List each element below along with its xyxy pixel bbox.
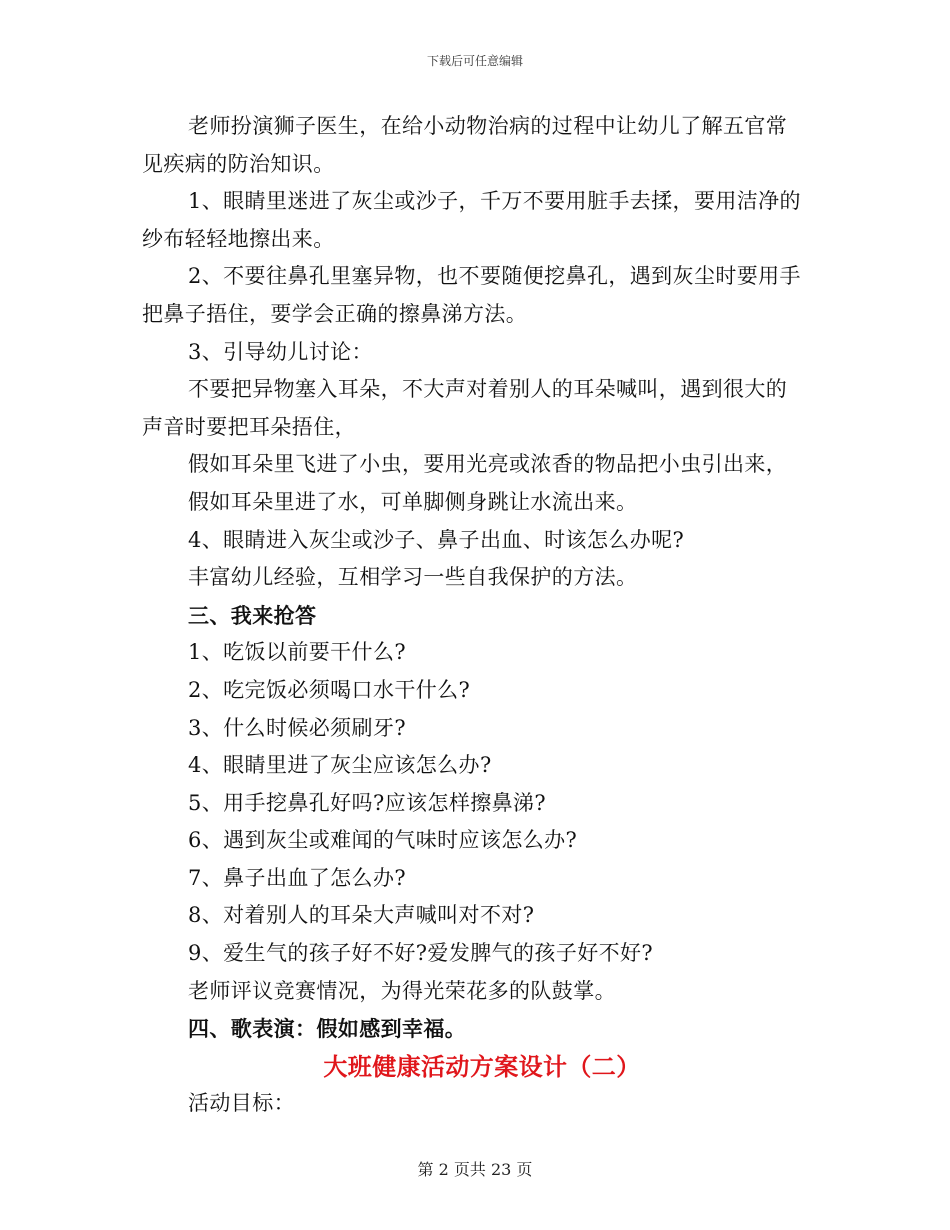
quiz-item: 5、用手挖鼻孔好吗?应该怎样擦鼻涕? [188,790,547,815]
quiz-item: 8、对着别人的耳朵大声喊叫对不对? [188,903,535,928]
page-header: 下载后可任意编辑 [426,54,523,68]
paragraph-line: 2、不要往鼻孔里塞异物，也不要随便挖鼻孔，遇到灰尘时要用手 [188,264,801,289]
paragraph-line: 假如耳朵里进了水，可单脚侧身跳让水流出来。 [188,489,638,514]
page-footer: 第 2 页共 23 页 [417,1160,533,1179]
paragraph-line: 丰富幼儿经验，互相学习一些自我保护的方法。 [188,565,638,590]
quiz-item: 2、吃完饭必须喝口水干什么? [188,677,471,702]
paragraph-line: 老师扮演狮子医生，在给小动物治病的过程中让幼儿了解五官常 [188,114,788,138]
paragraph-line: 把鼻子捂住，要学会正确的擦鼻涕方法。 [142,301,528,326]
paragraph-line: 假如耳朵里飞进了小虫，要用光亮或浓香的物品把小虫引出来， [188,452,788,477]
quiz-item: 4、眼睛里进了灰尘应该怎么办? [188,753,492,778]
quiz-item: 3、什么时候必须刷牙? [188,715,407,740]
paragraph-line: 4、眼睛进入灰尘或沙子、鼻子出血、时该怎么办呢? [188,527,685,552]
paragraph-line: 3、引导幼儿讨论： [188,339,373,364]
paragraph-line: 声音时要把耳朵捂住， [142,414,356,439]
paragraph-line: 不要把异物塞入耳朵，不大声对着别人的耳朵喊叫，遇到很大的 [188,377,788,402]
paragraph-line: 见疾病的防治知识。 [142,151,335,176]
quiz-item: 7、鼻子出血了怎么办? [188,865,407,890]
section-heading: 三、我来抢答 [188,602,317,628]
document-title: 大班健康活动方案设计（二） [323,1051,641,1081]
section-heading: 四、歌表演：假如感到幸福。 [188,1016,467,1042]
document-body [142,108,822,1123]
paragraph-line: 老师评议竞赛情况，为得光荣花多的队鼓掌。 [188,978,616,1003]
quiz-item: 9、爱生气的孩子好不好?爱发脾气的孩子好不好? [188,941,654,966]
quiz-item: 1、吃饭以前要干什么? [188,640,407,665]
paragraph-line: 1、眼睛里迷进了灰尘或沙子，千万不要用脏手去揉，要用洁净的 [188,189,801,214]
quiz-item: 6、遇到灰尘或难闻的气味时应该怎么办? [188,828,578,853]
paragraph-line: 纱布轻轻地擦出来。 [142,226,335,251]
paragraph-line: 活动目标： [188,1091,295,1116]
